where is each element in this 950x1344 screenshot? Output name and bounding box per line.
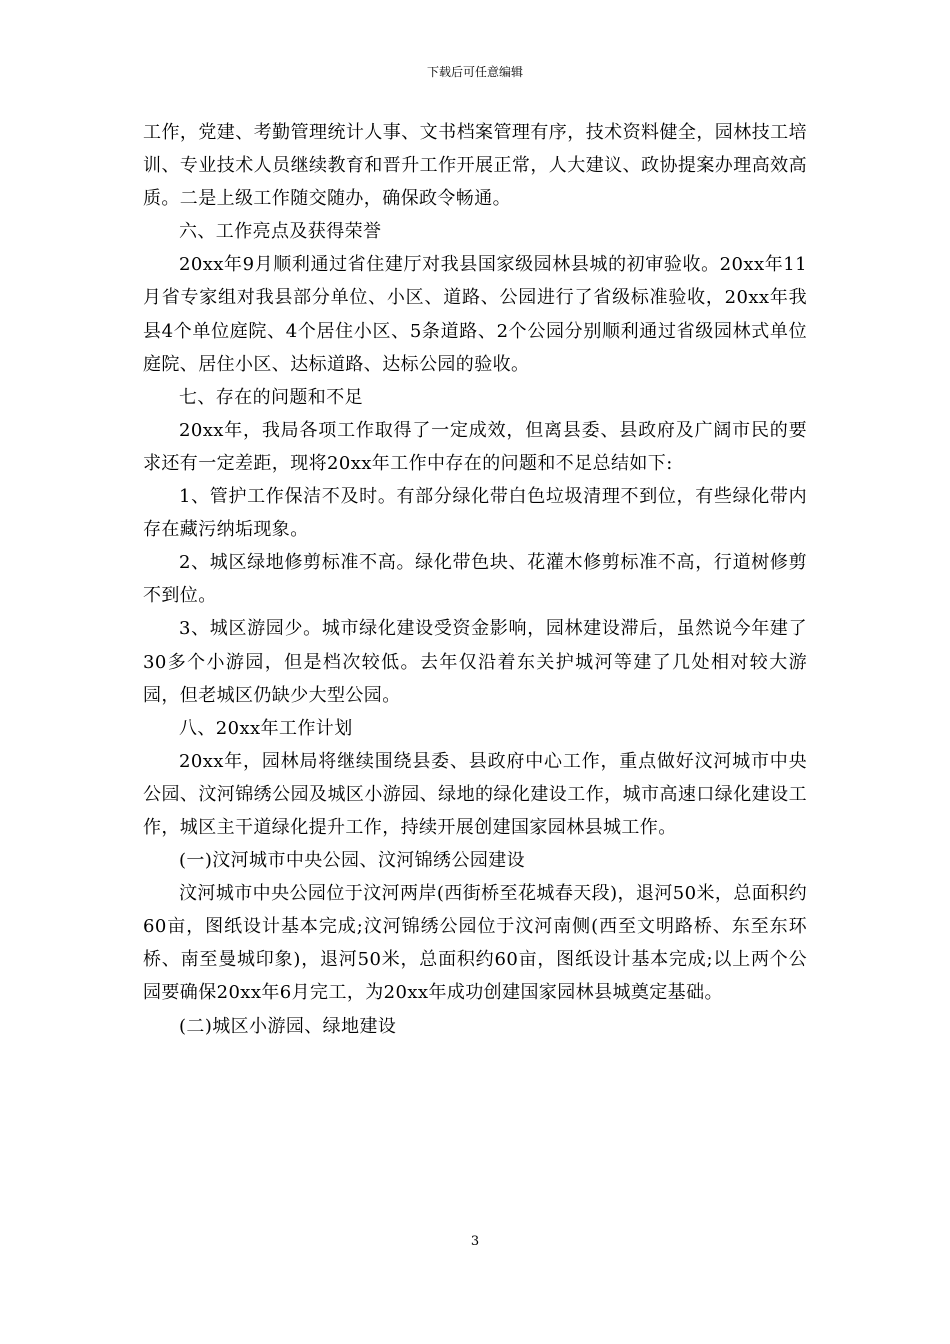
document-body [143, 116, 807, 1043]
paragraph-plan-intro: 20xx年，园林局将继续围绕县委、县政府中心工作，重点做好汶河城市中央公园、汶河锦绣公园及城区小游园、绿地的绿化建设工作，城市高速口绿化建设工作，城区主干道绿化提升工作，持续开展创建国家园林县城工作。 [143, 750, 807, 838]
subheading-small-parks: (二)城区小游园、绿地建设 [179, 1015, 397, 1037]
section-heading-highlights: 六、工作亮点及获得荣誉 [179, 221, 382, 243]
page-number: 3 [470, 1234, 480, 1249]
page-header: 下载后可任意编辑 [426, 65, 523, 79]
paragraph-parks: 汶河城市中央公园位于汶河两岸(西街桥至花城春天段)，退河50米，总面积约60亩，图纸设计基本完成;汶河锦绣公园位于汶河南侧(西至文明路桥、东至东环桥、南至曼城印象)，退河50米，总面积约60亩，图纸设计基本完成;以上两个公园要确保20xx年6月完工，为20xx年成功创建国家园林县城奠定基础。 [143, 883, 807, 1004]
section-heading-plan: 八、20xx年工作计划 [179, 717, 353, 739]
paragraph-highlights: 20xx年9月顺利通过省住建厅对我县国家级园林县城的初审验收。20xx年11月省专家组对我县部分单位、小区、道路、公园进行了省级标准验收，20xx年我县4个单位庭院、4个居住小区、5条道路、2个公园分别顺利通过省级园林式单位庭院、居住小区、达标道路、达标公园的验收。 [143, 254, 807, 375]
section-heading-problems: 七、存在的问题和不足 [179, 386, 363, 408]
paragraph-problem-1: 1、管护工作保洁不及时。有部分绿化带白色垃圾清理不到位，有些绿化带内存在藏污纳垢现象。 [143, 486, 807, 541]
paragraph-problem-2: 2、城区绿地修剪标准不高。绿化带色块、花灌木修剪标准不高，行道树修剪不到位。 [143, 552, 807, 607]
paragraph-problems-intro: 20xx年，我局各项工作取得了一定成效，但离县委、县政府及广阔市民的要求还有一定差距，现将20xx年工作中存在的问题和不足总结如下: [143, 419, 807, 474]
paragraph-problem-3: 3、城区游园少。城市绿化建设受资金影响，园林建设滞后，虽然说今年建了30多个小游园，但是档次较低。去年仅沿着东关护城河等建了几处相对较大游园，但老城区仍缺少大型公园。 [143, 618, 807, 706]
subheading-parks: (一)汶河城市中央公园、汶河锦绣公园建设 [179, 850, 526, 872]
paragraph-continuation: 工作，党建、考勤管理统计人事、文书档案管理有序，技术资料健全，园林技工培训、专业技术人员继续教育和晋升工作开展正常，人大建议、政协提案办理高效高质。二是上级工作随交随办，确保政令畅通。 [143, 122, 807, 210]
